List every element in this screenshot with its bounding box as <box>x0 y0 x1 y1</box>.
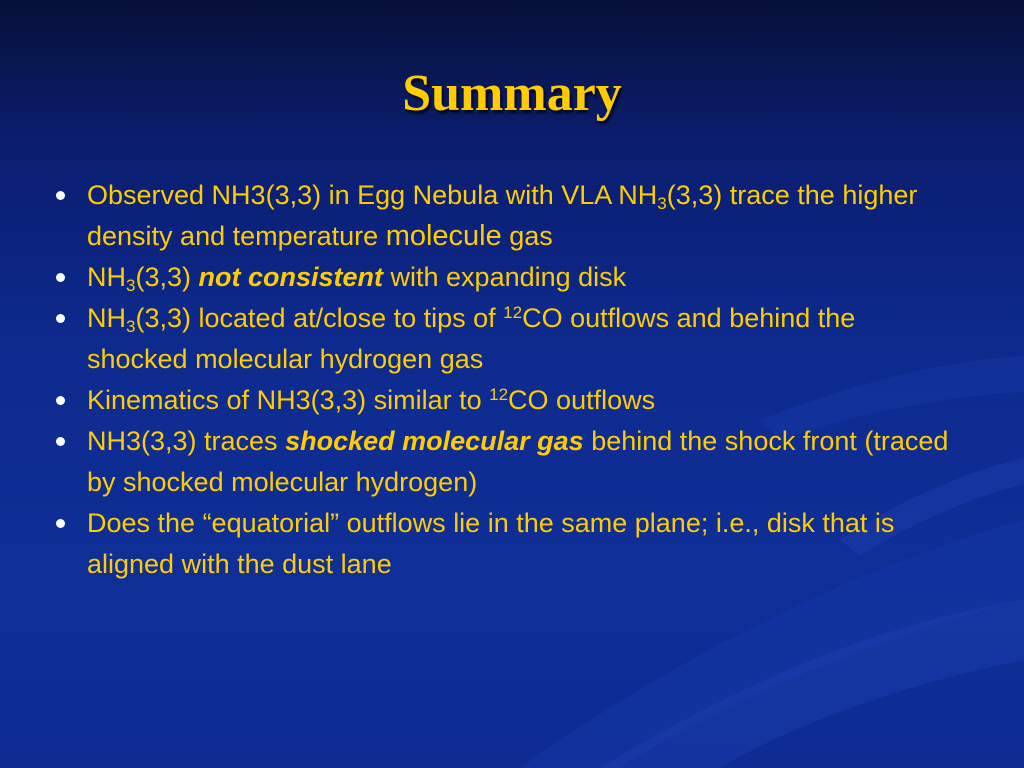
text-run: NH3(3,3) traces <box>87 426 286 456</box>
subscript: 3 <box>126 317 136 336</box>
bullet-text <box>87 180 925 251</box>
bullet-item <box>52 175 952 257</box>
subscript: 3 <box>126 276 136 295</box>
text-run: Kinematics of NH3(3,3) similar to <box>87 385 490 415</box>
bullet-item <box>52 257 952 298</box>
text-run: (3,3) trace the higher density and temperature <box>87 180 925 251</box>
bullet-dot-icon <box>56 437 65 446</box>
text-run: CO outflows and behind the shocked molecular hydrogen gas <box>87 303 863 374</box>
superscript: 12 <box>503 303 523 322</box>
text-run: with expanding disk <box>383 262 627 292</box>
text-run: (3,3) <box>135 262 199 292</box>
text-run: Observed NH3(3,3) in Egg Nebula with VLA NH <box>87 180 658 210</box>
bullet-dot-icon <box>56 396 65 405</box>
summary-bullet-list <box>52 175 956 585</box>
emphasis-text: not consistent <box>198 262 384 292</box>
bullet-text <box>87 508 902 579</box>
bullet-dot-icon <box>56 191 65 200</box>
bullet-dot-icon <box>56 273 65 282</box>
text-run: CO outflows <box>508 385 656 415</box>
bullet-item <box>52 380 952 421</box>
text-run: gas <box>501 221 553 251</box>
text-run: (3,3) located at/close to tips of <box>135 303 504 333</box>
text-run: NH <box>87 262 126 292</box>
text-run: NH <box>87 303 126 333</box>
bullet-dot-icon <box>56 314 65 323</box>
bullet-text <box>87 385 655 415</box>
bullet-text <box>87 303 863 374</box>
bullet-dot-icon <box>56 519 65 528</box>
text-run: behind the shock front (traced by shocked molecular hydrogen) <box>87 426 956 497</box>
superscript: 12 <box>489 385 509 404</box>
bullet-item <box>52 298 952 380</box>
bullet-text <box>87 262 627 295</box>
bullet-item <box>52 503 952 585</box>
bullet-item <box>52 421 956 503</box>
slide-title: Summary <box>402 65 622 122</box>
emphasis-text: shocked molecular gas <box>285 426 584 456</box>
text-run: Does the “equatorial” outflows lie in the same plane; i.e., disk that is aligned with the dust lane <box>87 508 902 579</box>
bullet-text <box>87 426 956 497</box>
subscript: 3 <box>657 194 667 213</box>
text-run-large: molecule <box>385 220 502 252</box>
